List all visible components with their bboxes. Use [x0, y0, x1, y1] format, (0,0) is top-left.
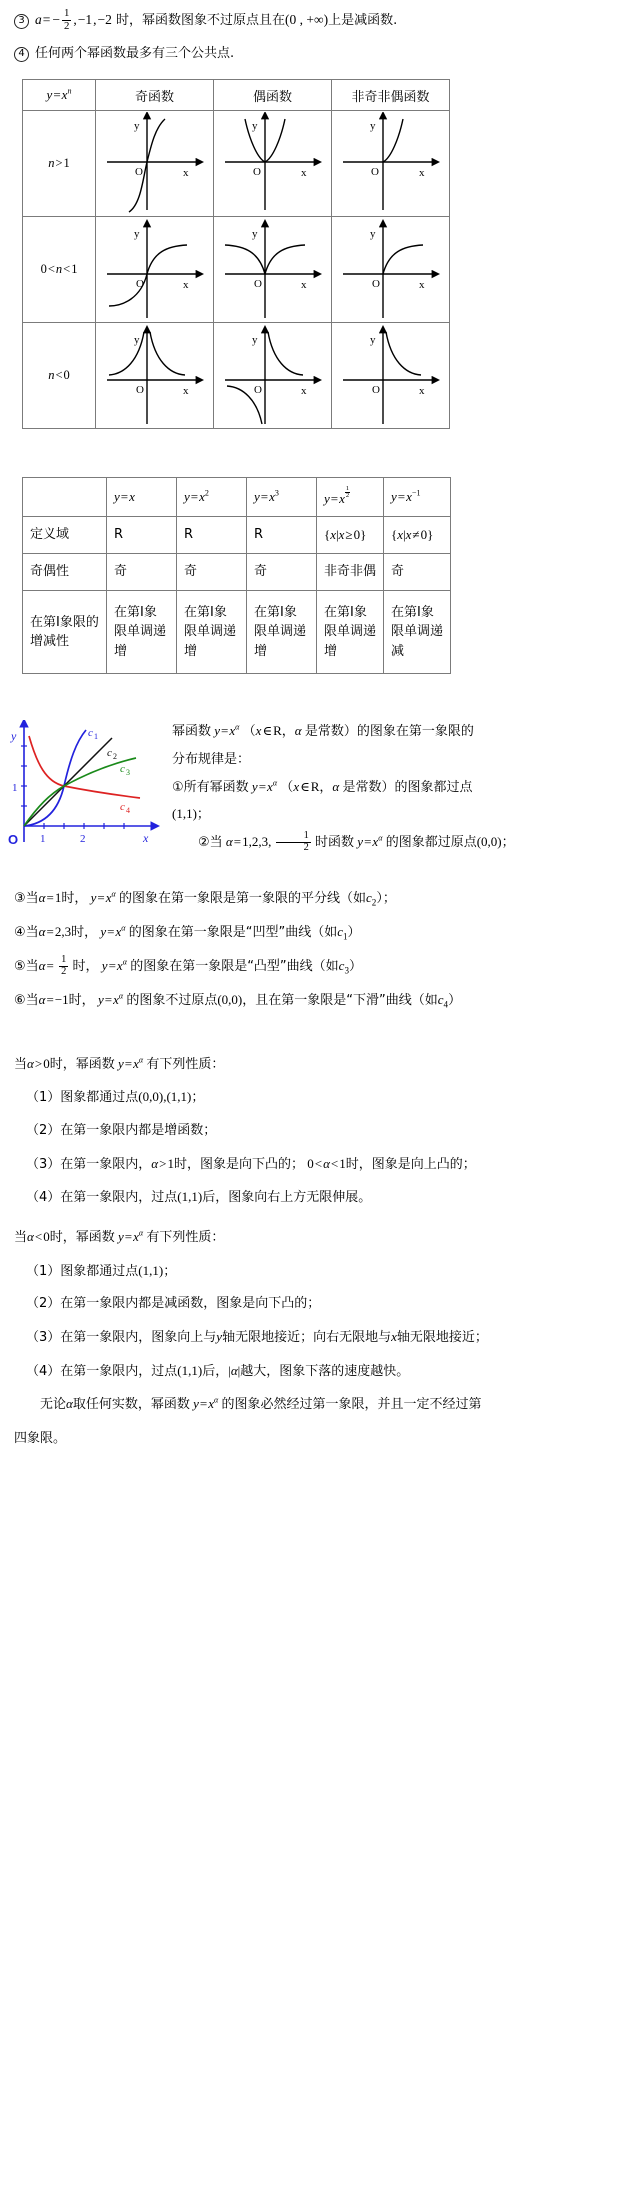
table-header-row: [23, 80, 450, 111]
alpha-negative-item-2: （2）在第一象限内都是减函数，图象是向下凸的；: [26, 1296, 321, 1312]
props-parity-x3: 奇: [247, 554, 317, 591]
circled-number-4: 4: [14, 47, 29, 62]
y-axis-label: y: [369, 334, 375, 347]
table-row: [23, 111, 450, 217]
props-mono-xhalf: 在第Ⅰ象限单调递增: [317, 591, 384, 674]
origin-label: O: [252, 166, 261, 179]
origin-label: O: [371, 278, 380, 291]
shapes-row-label-n-lt-0: n<0: [23, 323, 96, 429]
y-tick-1: 1: [12, 782, 18, 795]
table-row: [23, 554, 451, 591]
figure-rule-1: ①所有幂函数 $y=x^\alpha$ （x∈R，α 是常数）的图象都过点: [172, 778, 473, 795]
table-header-row: [23, 478, 451, 517]
origin-label: O: [370, 166, 379, 179]
y-axis-label: y: [133, 334, 139, 347]
props-domain-x1: R: [107, 517, 177, 554]
intro-section: [0, 0, 640, 63]
graph-even-n-lt-0: [214, 323, 332, 429]
props-row-label-parity: 奇偶性: [23, 554, 107, 591]
alpha-negative-heading: 当α<0时，幂函数 $y=x^\alpha$ 有下列性质：: [14, 1228, 225, 1246]
x-axis-label: x: [143, 831, 149, 846]
x-tick-2: 2: [80, 833, 86, 846]
props-parity-xinv: 奇: [384, 554, 451, 591]
graph-svg-parabola-right: [335, 112, 447, 215]
graph-svg-even-hyperbola: [99, 324, 211, 427]
y-axis-label: y: [369, 228, 375, 241]
intro-item-4: 4 任何两个幂函数最多有三个公共点.: [14, 43, 626, 64]
alpha-positive-item-1: （1）图象都通过点(0,0),(1,1)；: [26, 1089, 205, 1106]
origin-label: O: [135, 278, 144, 291]
y-axis-label: y: [369, 120, 375, 133]
figure-rule-2: ②当 α=1,2,3, $\frac{1}{2}$ 时函数 $y=x^\alpha$ 的图象都过原点(0,0)；: [198, 830, 515, 854]
numbered-rules-section: [0, 886, 640, 1013]
props-parity-x1: 奇: [107, 554, 177, 591]
shapes-table-wrapper: [0, 79, 640, 429]
graph-svg-hyperbola-right: [335, 324, 447, 427]
curve-label-c2: c: [107, 747, 112, 760]
graph-odd-0-lt-n-lt-1: [96, 217, 214, 323]
fraction-one-half: $\frac{1}{2}$: [64, 7, 70, 32]
graph-svg-root-right: [335, 218, 447, 321]
alpha-positive-item-4: （4）在第一象限内，过点(1,1)后，图象向右上方无限伸展。: [26, 1189, 372, 1206]
graph-neither-0-lt-n-lt-1: [332, 217, 450, 323]
curve-label-c1: c: [88, 727, 93, 740]
x-axis-label: x: [182, 279, 188, 292]
graph-svg-parabola: [217, 112, 329, 215]
alpha-positive-heading: 当α>0时，幂函数 $y=x^\alpha$ 有下列性质：: [14, 1055, 225, 1072]
origin-label: O: [8, 832, 19, 848]
graph-odd-n-lt-0: [96, 323, 214, 429]
props-domain-x3: R: [247, 517, 317, 554]
shapes-row-label-0-lt-n-lt-1: 0<n<1: [23, 217, 96, 323]
power-functions-chart: [4, 720, 160, 848]
graph-odd-n-gt-1: [96, 111, 214, 217]
curve-label-c3: c: [120, 763, 125, 776]
conclusion-text: 无论α取任何实数，幂函数 $y=x^\alpha$ 的图象必然经过第一象限，并且一定不经过第: [40, 1396, 482, 1413]
curve-label-c4: c: [120, 801, 125, 814]
properties-table: [22, 477, 451, 674]
spacer: [0, 1022, 640, 1038]
shapes-col-neither: 非奇非偶函数: [332, 80, 450, 111]
graph-svg-odd-hyperbola: [217, 324, 329, 427]
table-row: [23, 517, 451, 554]
figure-explanation-text: [172, 720, 640, 855]
x-axis-label: x: [418, 167, 424, 180]
power-function-figure: [4, 720, 160, 853]
x-axis-label: x: [418, 279, 424, 292]
alpha-negative-item-3: （3）在第一象限内，图象向上与y轴无限地接近；向右无限地与x轴无限地接近；: [26, 1329, 488, 1346]
props-col-x1: y=x: [107, 478, 177, 517]
section-alpha-negative: [0, 1225, 640, 1384]
origin-label: O: [134, 166, 143, 179]
figure-and-explanation: [0, 720, 640, 870]
y-axis-label: y: [11, 729, 17, 744]
props-table-corner: [23, 478, 107, 517]
rule-4: ④当α=2,3时， $y=x^\alpha$ 的图象在第一象限是“凹型”曲线（如$c_1$）: [14, 923, 361, 942]
table-row: [23, 217, 450, 323]
alpha-positive-item-2: （2）在第一象限内都是增函数；: [26, 1122, 217, 1138]
alpha-negative-item-1: （1）图象都通过点(1,1)；: [26, 1262, 177, 1279]
rule-5: ⑤当α= $\frac{1}{2}$ 时， $y=x^\alpha$ 的图象在第一象限是“凸型”曲线（如$c_3$）: [14, 953, 363, 977]
figure-lead-text: 幂函数 $y=x^\alpha$ （x∈R，α 是常数）的图象在第一象限的: [172, 722, 474, 740]
origin-label: O: [253, 384, 262, 397]
graph-even-n-gt-1: [214, 111, 332, 217]
properties-table-wrapper: [0, 477, 640, 674]
curve-label-c1-sub: 1: [94, 732, 98, 742]
props-col-xhalf: y=x $\frac{1}{2}$: [317, 478, 384, 517]
figure-rule-1-cont: (1,1)；: [172, 806, 210, 823]
y-axis-label: y: [133, 228, 139, 241]
props-col-xinv: $y=x^{-1}$: [384, 478, 451, 517]
x-axis-label: x: [182, 385, 188, 398]
table-row: [23, 591, 451, 674]
props-domain-xhalf: {x|x≥0}: [317, 517, 384, 554]
y-axis-label: y: [251, 334, 257, 347]
graph-svg-even-root: [217, 218, 329, 321]
section-alpha-positive: [0, 1052, 640, 1211]
props-parity-xhalf: 非奇非偶: [317, 554, 384, 591]
graph-svg-odd-root: [99, 218, 211, 321]
curve-label-c3-sub: 3: [126, 768, 130, 778]
props-row-label-monotonicity: 在第Ⅰ象限的增减性: [23, 591, 107, 674]
alpha-positive-item-3: （3）在第一象限内，α>1时，图象是向下凸的； 0<α<1时，图象是向上凸的；: [26, 1155, 476, 1172]
props-col-x2: $y=x^2$: [177, 478, 247, 517]
x-axis-label: x: [182, 167, 188, 180]
rule-3: ③当α=1时， $y=x^\alpha$ 的图象在第一象限是第一象限的平分线（如$c_2$）；: [14, 889, 396, 908]
curve-label-c4-sub: 4: [126, 806, 130, 816]
shapes-table-corner: $y=x^n$: [23, 80, 96, 111]
props-mono-x3: 在第Ⅰ象限单调递增: [247, 591, 317, 674]
origin-label: O: [371, 384, 380, 397]
graph-neither-n-lt-0: [332, 323, 450, 429]
props-col-x3: $y=x^3$: [247, 478, 317, 517]
figure-lead-text-2: 分布规律是：: [172, 751, 251, 767]
curve-label-c2-sub: 2: [113, 752, 117, 762]
origin-label: O: [135, 384, 144, 397]
props-mono-xinv: 在第Ⅰ象限单调递减: [384, 591, 451, 674]
x-axis-label: x: [300, 167, 306, 180]
props-domain-xinv: {x|x≠0}: [384, 517, 451, 554]
graph-svg-odd-cubic: [99, 112, 211, 215]
circled-number-3: 3: [14, 14, 29, 29]
shapes-col-odd: 奇函数: [96, 80, 214, 111]
props-parity-x2: 奇: [177, 554, 247, 591]
props-domain-x2: R: [177, 517, 247, 554]
shapes-row-label-n-gt-1: n>1: [23, 111, 96, 217]
x-tick-1: 1: [40, 833, 46, 846]
y-axis-label: y: [251, 228, 257, 241]
conclusion-section: [0, 1392, 640, 1451]
origin-label: O: [253, 278, 262, 291]
shapes-table: [22, 79, 450, 429]
graph-even-0-lt-n-lt-1: [214, 217, 332, 323]
x-axis-label: x: [300, 279, 306, 292]
props-mono-x1: 在第Ⅰ象限单调递增: [107, 591, 177, 674]
y-axis-label: y: [251, 120, 257, 133]
alpha-negative-item-4: （4）在第一象限内，过点(1,1)后，|α|越大，图象下落的速度越快。: [26, 1362, 410, 1379]
x-axis-label: x: [418, 385, 424, 398]
intro-item-3: 3 a= − $\frac{1}{2}$ ,−1,−2 时，幂函数图象不过原点且在(0 , +∞)上是减函数.: [14, 0, 626, 33]
conclusion-text-2: 四象限。: [14, 1431, 67, 1447]
x-axis-label: x: [300, 385, 306, 398]
shapes-col-even: 偶函数: [214, 80, 332, 111]
props-row-label-domain: 定义域: [23, 517, 107, 554]
table-row: [23, 323, 450, 429]
props-mono-x2: 在第Ⅰ象限单调递增: [177, 591, 247, 674]
rule-6: ⑥当α=−1时， $y=x^\alpha$ 的图象不过原点(0,0)，且在第一象限是“下滑”曲线（如$c_4$）: [14, 991, 462, 1010]
y-axis-label: y: [133, 120, 139, 133]
graph-neither-n-gt-1: [332, 111, 450, 217]
